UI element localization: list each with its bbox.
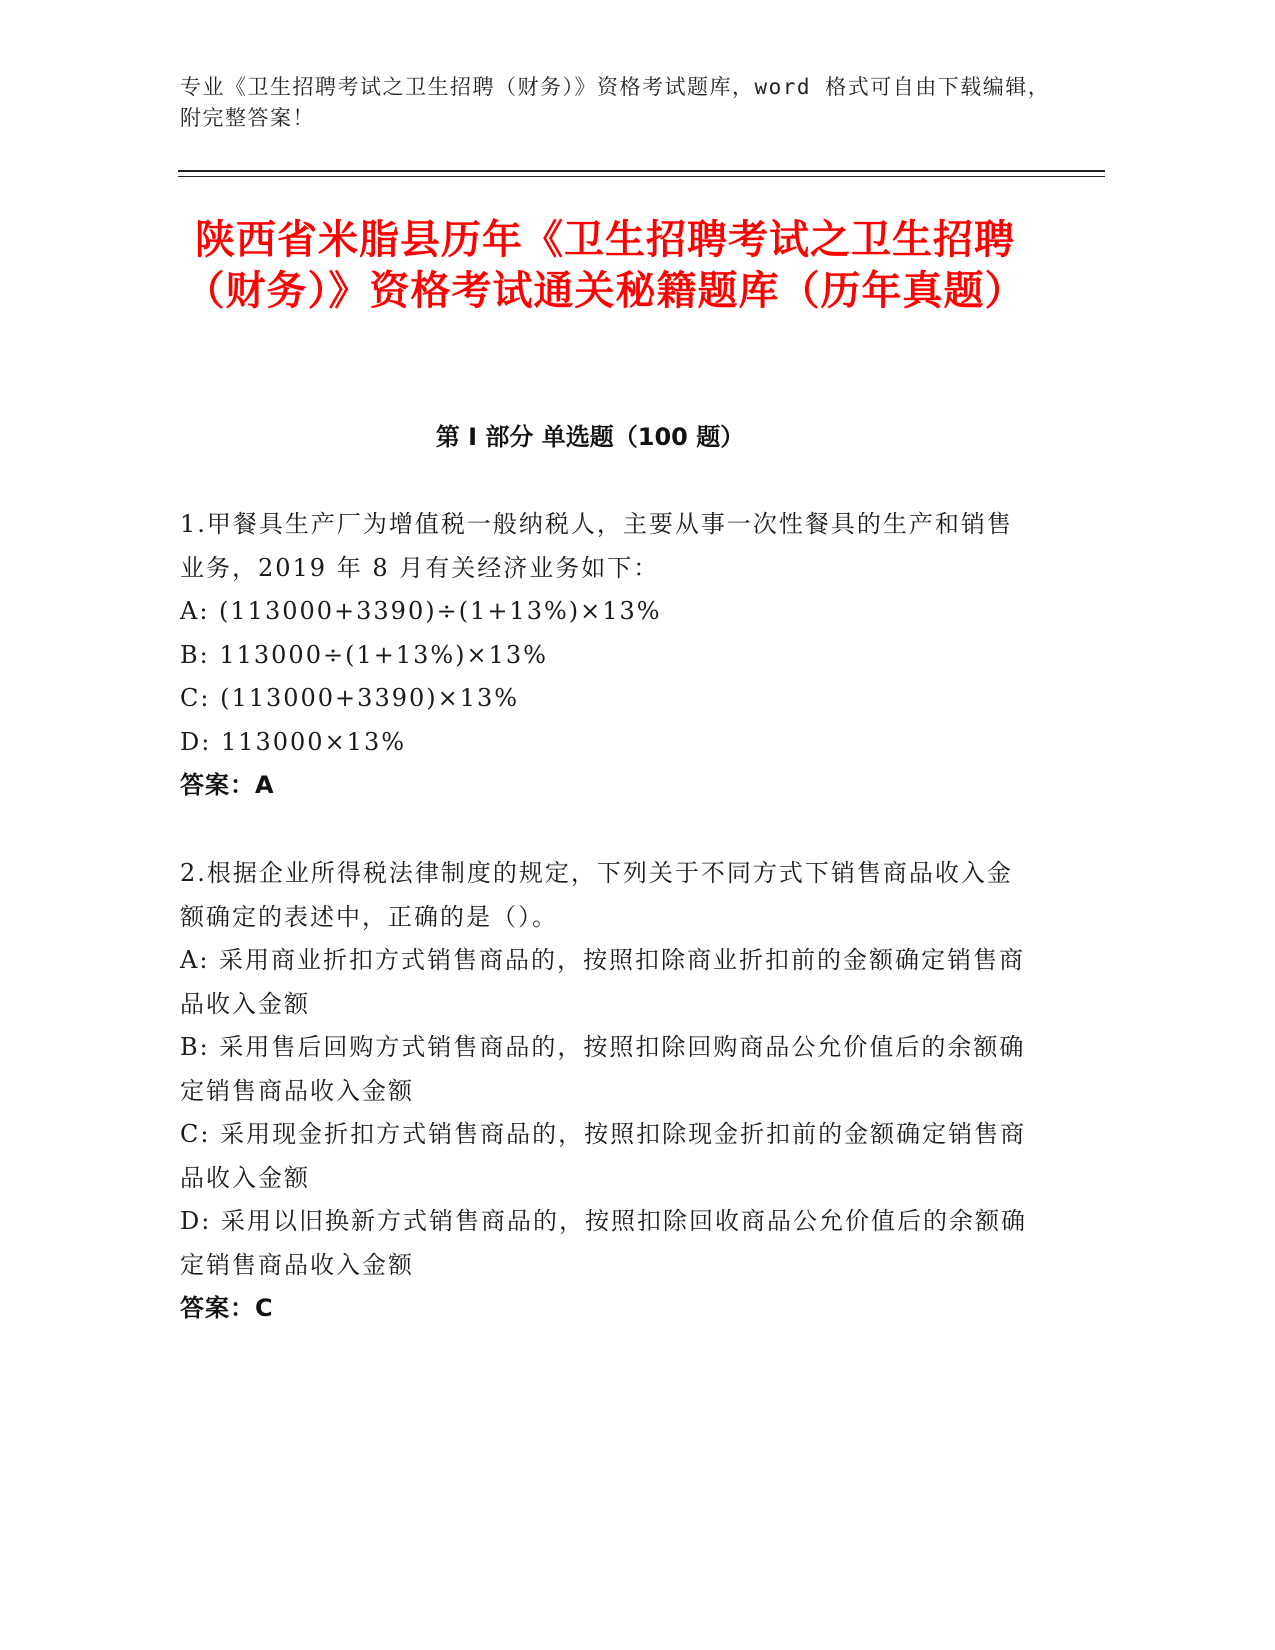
option-d: D: 113000×13% (180, 727, 407, 756)
section-title: 第 I 部分 单选题（100 题） (435, 423, 745, 451)
answer-label: 答案：A (180, 771, 275, 799)
document-title: 陕西省米脂县历年《卫生招聘考试之卫生招聘（财务）》资格考试通关秘籍题库（历年真题） (184, 217, 1026, 314)
option-b: B: 113000÷(1+13%)×13% (180, 640, 548, 669)
question-text: 2.根据企业所得税法律制度的规定，下列关于不同方式下销售商品收入金额确定的表述中，正确的是（）。 (180, 859, 1013, 931)
answer-label: 答案：C (180, 1294, 274, 1322)
question-text: 1.甲餐具生产厂为增值税一般纳税人，主要从事一次性餐具的生产和销售业务，2019 年 8 月有关经济业务如下： (180, 510, 1013, 582)
option-a: A: 采用商业折扣方式销售商品的，按照扣除商业折扣前的金额确定销售商品收入金额 (180, 946, 1026, 1018)
header-rule-thick (178, 170, 1105, 172)
header-note: 专业《卫生招聘考试之卫生招聘（财务）》资格考试题库，word 格式可自由下载编辑，附完整答案！ (180, 75, 1051, 130)
option-c: C: (113000+3390)×13% (180, 684, 520, 712)
question-1 (180, 503, 1030, 808)
question-2 (180, 852, 1030, 1331)
option-a: A: (113000+3390)÷(1+13%)×13% (180, 597, 662, 625)
option-c: C: 采用现金折扣方式销售商品的，按照扣除现金折扣前的金额确定销售商品收入金额 (180, 1120, 1027, 1192)
option-b: B: 采用售后回购方式销售商品的，按照扣除回购商品公允价值后的余额确定销售商品收入金额 (180, 1033, 1026, 1105)
header-rule-thin (178, 176, 1105, 177)
option-d: D: 采用以旧换新方式销售商品的，按照扣除回收商品公允价值后的余额确定销售商品收入金额 (180, 1207, 1027, 1279)
